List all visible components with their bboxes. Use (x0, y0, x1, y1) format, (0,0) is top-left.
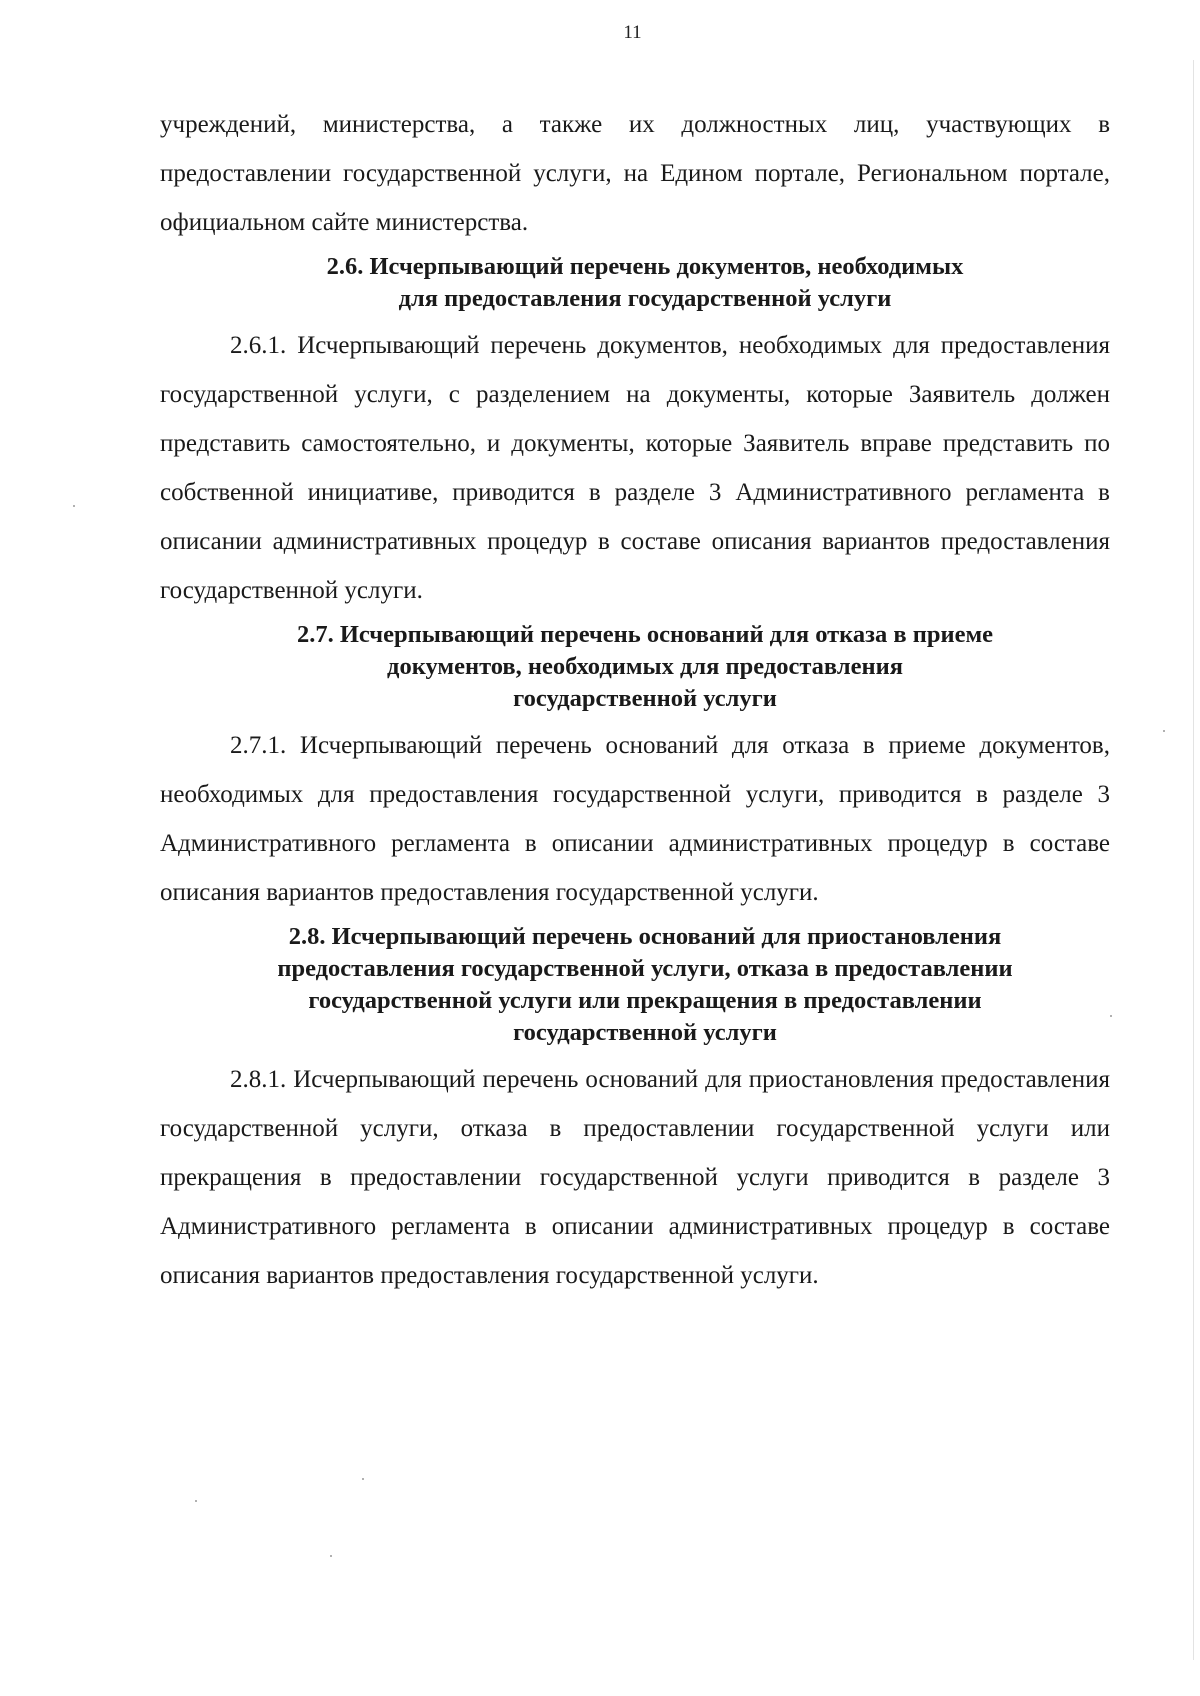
heading-line: государственной услуги или прекращения в предоставлении (308, 987, 982, 1014)
scan-speck (1110, 1015, 1112, 1017)
page-number: 11 (623, 22, 642, 43)
section-2-8 (160, 921, 1110, 1300)
scan-edge-line (1193, 60, 1194, 1660)
heading-line: для предоставления государственной услуги (398, 285, 892, 312)
section-heading (160, 251, 1110, 315)
section-paragraph: 2.8.1. Исчерпывающий перечень оснований для приостановления предоставления государственной услуги, отказа в предоставлении государственной услуги или прекращения в предоставлении государственной услуги приводится в разделе 3 Административного регламента в описании административных процедур в составе описания вариантов предоставления государственной услуги. (160, 1066, 1110, 1289)
scan-speck (330, 1555, 332, 1557)
heading-line: 2.6. Исчерпывающий перечень документов, необходимых (326, 253, 964, 280)
section-2-6 (160, 251, 1110, 615)
heading-line: государственной услуги (513, 1019, 777, 1046)
heading-line: 2.8. Исчерпывающий перечень оснований для приостановления (288, 923, 1002, 950)
heading-line: государственной услуги (513, 685, 777, 712)
scan-speck (73, 505, 75, 507)
section-heading (160, 619, 1110, 715)
heading-line: документов, необходимых для предоставления (387, 653, 903, 680)
scan-speck (195, 1500, 197, 1502)
intro-paragraph: учреждений, министерства, а также их должностных лиц, участвующих в предоставлении государственной услуги, на Едином портале, Региональном портале, официальном сайте министерства. (160, 111, 1110, 236)
scan-speck (362, 1478, 364, 1480)
heading-line: 2.7. Исчерпывающий перечень оснований для отказа в приеме (296, 621, 994, 648)
section-paragraph: 2.7.1. Исчерпывающий перечень оснований для отказа в приеме документов, необходимых для предоставления государственной услуги, приводится в разделе 3 Административного регламента в описании административных процедур в составе описания вариантов предоставления государственной услуги. (160, 732, 1110, 906)
scan-speck (1163, 730, 1165, 732)
section-2-7 (160, 619, 1110, 917)
section-heading (160, 921, 1110, 1049)
section-paragraph: 2.6.1. Исчерпывающий перечень документов, необходимых для предоставления государственной услуги, с разделением на документы, которые Заявитель должен представить самостоятельно, и документы, которые Заявитель вправе представить по собственной инициативе, приводится в разделе 3 Административного регламента в описании административных процедур в составе описания вариантов предоставления государственной услуги. (160, 332, 1110, 604)
document-body (160, 100, 1110, 1300)
heading-line: предоставления государственной услуги, отказа в предоставлении (277, 955, 1013, 982)
